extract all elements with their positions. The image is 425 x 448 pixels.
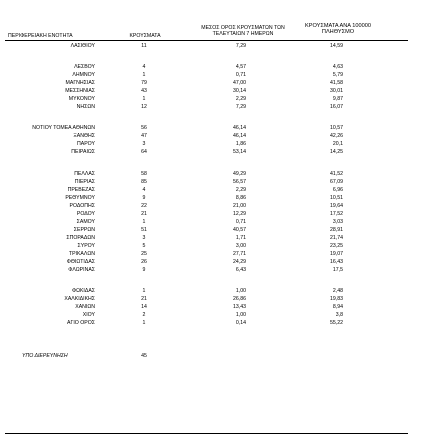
region-cell: ΜΥΚΟΝΟΥ xyxy=(68,96,95,102)
header-cases: ΚΡΟΥΣΜΑΤΑ xyxy=(129,33,161,39)
per100k-cell: 28,91 xyxy=(330,227,343,233)
avg7-cell: 30,14 xyxy=(233,88,246,94)
cases-cell: 3 xyxy=(142,141,146,147)
per100k-cell: 21,74 xyxy=(330,235,343,241)
cases-cell: 9 xyxy=(142,195,146,201)
region-cell: ΦΩΚΙΔΑΣ xyxy=(71,288,95,294)
region-cell: ΝΗΣΩΝ xyxy=(76,104,95,110)
per100k-cell: 41,52 xyxy=(330,171,343,177)
region-cell: ΠΕΙΡΑΙΩΣ xyxy=(71,149,95,155)
avg7-cell: 40,57 xyxy=(233,227,246,233)
avg7-cell: 53,14 xyxy=(233,149,246,155)
cases-cell: 21 xyxy=(141,211,147,217)
header-divider xyxy=(5,40,408,41)
per100k-cell: 42,26 xyxy=(330,133,343,139)
region-cell: ΤΡΙΚΑΛΩΝ xyxy=(68,251,95,257)
region-cell: ΞΑΝΘΗΣ xyxy=(73,133,95,139)
cases-cell: 25 xyxy=(141,251,147,257)
per100k-cell: 17,52 xyxy=(330,211,343,217)
cases-cell: 5 xyxy=(142,243,146,249)
avg7-cell: 8,86 xyxy=(235,195,246,201)
cases-cell: 58 xyxy=(141,171,147,177)
region-cell: ΣΕΡΡΩΝ xyxy=(73,227,95,233)
region-cell: ΣΥΡΟΥ xyxy=(77,243,95,249)
per100k-cell: 67,09 xyxy=(330,179,343,185)
investigation-label: ΥΠΟ ΔΙΕΡΕΥΝΗΣΗ xyxy=(22,353,68,359)
cases-cell: 51 xyxy=(141,227,147,233)
region-cell: ΛΑΣΙΘΙΟΥ xyxy=(70,43,95,49)
avg7-cell: 26,86 xyxy=(233,296,246,302)
investigation-cases: 45 xyxy=(141,353,147,359)
avg7-cell: 1,71 xyxy=(235,235,246,241)
avg7-cell: 46,14 xyxy=(233,125,246,131)
cases-cell: 26 xyxy=(141,259,147,265)
per100k-cell: 10,51 xyxy=(330,195,343,201)
avg7-cell: 0,71 xyxy=(235,72,246,78)
cases-cell: 79 xyxy=(141,80,147,86)
region-cell: ΠΡΕΒΕΖΑΣ xyxy=(67,187,95,193)
cases-cell: 1 xyxy=(142,320,146,326)
cases-cell: 43 xyxy=(141,88,147,94)
avg7-cell: 21,00 xyxy=(233,203,246,209)
cases-cell: 1 xyxy=(142,72,146,78)
region-cell: ΡΕΘΥΜΝΟΥ xyxy=(65,195,95,201)
region-cell: ΝΟΤΙΟΥ ΤΟΜΕΑ ΑΘΗΝΩΝ xyxy=(32,125,95,131)
header-per100k: ΚΡΟΥΣΜΑΤΑ ΑΝΑ 100000 ΠΛΗΘΥΣΜΟ xyxy=(305,23,371,36)
avg7-cell: 1,00 xyxy=(235,288,246,294)
per100k-cell: 5,79 xyxy=(332,72,343,78)
footer-divider xyxy=(5,433,408,434)
cases-cell: 22 xyxy=(141,203,147,209)
region-cell: ΡΟΔΟΥ xyxy=(76,211,95,217)
per100k-cell: 16,43 xyxy=(330,259,343,265)
cases-cell: 85 xyxy=(141,179,147,185)
per100k-cell: 19,83 xyxy=(330,296,343,302)
per100k-cell: 6,96 xyxy=(332,187,343,193)
per100k-cell: 10,57 xyxy=(330,125,343,131)
per100k-cell: 41,58 xyxy=(330,80,343,86)
region-cell: ΠΙΕΡΙΑΣ xyxy=(74,179,95,185)
per100k-cell: 23,25 xyxy=(330,243,343,249)
avg7-cell: 4,57 xyxy=(235,64,246,70)
region-cell: ΜΑΓΝΗΣΙΑΣ xyxy=(65,80,95,86)
region-cell: ΧΑΛΚΙΔΙΚΗΣ xyxy=(64,296,95,302)
cases-cell: 21 xyxy=(141,296,147,302)
region-cell: ΠΕΛΛΑΣ xyxy=(74,171,95,177)
avg7-cell: 7,29 xyxy=(235,43,246,49)
per100k-cell: 17,5 xyxy=(332,267,343,273)
region-cell: ΧΑΝΙΩΝ xyxy=(75,304,95,310)
region-cell: ΦΘΙΩΤΙΔΑΣ xyxy=(66,259,95,265)
per100k-cell: 19,07 xyxy=(330,251,343,257)
cases-cell: 4 xyxy=(142,64,146,70)
cases-cell: 1 xyxy=(142,219,146,225)
per100k-cell: 55,22 xyxy=(330,320,343,326)
cases-cell: 3 xyxy=(142,235,146,241)
per100k-cell: 14,59 xyxy=(330,43,343,49)
cases-cell: 2 xyxy=(142,312,146,318)
cases-cell: 47 xyxy=(141,133,147,139)
per100k-cell: 16,07 xyxy=(330,104,343,110)
cases-cell: 9 xyxy=(142,267,146,273)
avg7-cell: 0,71 xyxy=(235,219,246,225)
per100k-cell: 20,1 xyxy=(332,141,343,147)
avg7-cell: 56,57 xyxy=(233,179,246,185)
region-cell: ΣΑΜΟΥ xyxy=(76,219,95,225)
region-cell: ΜΕΣΣΗΝΙΑΣ xyxy=(65,88,95,94)
cases-cell: 64 xyxy=(141,149,147,155)
cases-cell: 12 xyxy=(141,104,147,110)
per100k-cell: 19,64 xyxy=(330,203,343,209)
avg7-cell: 0,14 xyxy=(235,320,246,326)
region-cell: ΡΟΔΟΠΗΣ xyxy=(69,203,95,209)
region-cell: ΧΙΟΥ xyxy=(82,312,95,318)
avg7-cell: 2,29 xyxy=(235,187,246,193)
cases-cell: 14 xyxy=(141,304,147,310)
region-cell: ΑΓΙΟ ΟΡΟΣ xyxy=(67,320,95,326)
cases-cell: 1 xyxy=(142,96,146,102)
avg7-cell: 47,00 xyxy=(233,80,246,86)
per100k-cell: 3,8 xyxy=(335,312,343,318)
region-cell: ΦΛΩΡΙΝΑΣ xyxy=(68,267,95,273)
cases-cell: 11 xyxy=(141,43,147,49)
cases-cell: 56 xyxy=(141,125,147,131)
per100k-cell: 8,94 xyxy=(332,304,343,310)
cases-cell: 1 xyxy=(142,288,146,294)
cases-cell: 4 xyxy=(142,187,146,193)
per100k-cell: 4,63 xyxy=(332,64,343,70)
avg7-cell: 2,29 xyxy=(235,96,246,102)
per100k-cell: 14,25 xyxy=(330,149,343,155)
avg7-cell: 1,86 xyxy=(235,141,246,147)
avg7-cell: 6,43 xyxy=(235,267,246,273)
avg7-cell: 46,14 xyxy=(233,133,246,139)
region-cell: ΛΗΜΝΟΥ xyxy=(72,72,95,78)
region-cell: ΠΑΡΟΥ xyxy=(77,141,95,147)
header-avg7: ΜΕΣΟΣ ΟΡΟΣ ΚΡΟΥΣΜΑΤΩΝ ΤΩΝ ΤΕΛΕΥΤΑΙΩΝ 7 ΗΜΕΡΩΝ xyxy=(201,25,285,37)
avg7-cell: 13,43 xyxy=(233,304,246,310)
avg7-cell: 3,00 xyxy=(235,243,246,249)
avg7-cell: 24,29 xyxy=(233,259,246,265)
per100k-cell: 2,48 xyxy=(332,288,343,294)
avg7-cell: 49,29 xyxy=(233,171,246,177)
per100k-cell: 9,87 xyxy=(332,96,343,102)
avg7-cell: 12,29 xyxy=(233,211,246,217)
per100k-cell: 30,01 xyxy=(330,88,343,94)
per100k-cell: 3,03 xyxy=(332,219,343,225)
avg7-cell: 1,00 xyxy=(235,312,246,318)
header-region: ΠΕΡΙΦΕΡΕΙΑΚΗ ΕΝΟΤΗΤΑ xyxy=(8,33,73,39)
avg7-cell: 27,71 xyxy=(233,251,246,257)
avg7-cell: 7,29 xyxy=(235,104,246,110)
region-cell: ΣΠΟΡΑΔΩΝ xyxy=(66,235,95,241)
region-cell: ΛΕΣΒΟΥ xyxy=(74,64,95,70)
